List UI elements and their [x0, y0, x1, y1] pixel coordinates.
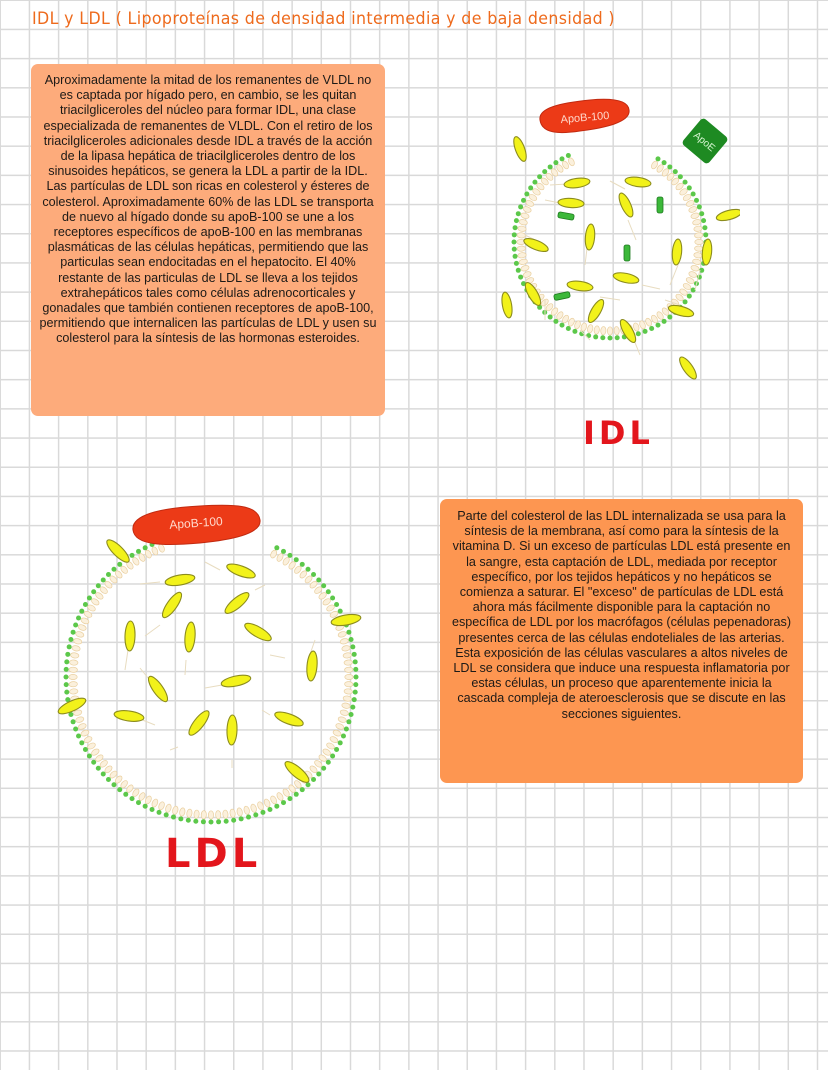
page-title: IDL y LDL ( Lipoproteínas de densidad intermedia y de baja densidad ) [32, 9, 615, 29]
ldl-text-note: Parte del colesterol de las LDL internalizada se usa para la síntesis de la membrana, así como para la síntesis de la vitamina D. Si un exceso de partículas LDL está presente en la sangre, esta captación de LDL, mediada por receptor específico, por los tejidos hepáticos y no hepáticos se comienza a saturar. El "exceso" de partículas de LDL está ahora más fácilmente disponible para la captación no específica de LDL por los macrófagos (células pepenadoras) presentes cerca de las células endoteliales de las arterias. Esta exposición de las células vasculares a altos niveles de LDL se considera que induce una respuesta inflamatoria por estas células, un proceso que aparentemente inicia la cascada compleja de ateroesclerosis que se discute en las secciones siguientes. [440, 499, 803, 783]
ldl-lipoprotein-diagram [50, 495, 380, 835]
ldl-core-lipids [125, 562, 315, 768]
apob100-label: ApoB-100 [560, 109, 610, 127]
idl-apoe-protein [681, 117, 729, 165]
ldl-apob100-protein [133, 505, 260, 544]
ldl-caption: LDL [165, 831, 262, 877]
ldl-membrane [64, 539, 359, 824]
idl-apob100-protein [540, 99, 629, 132]
idl-lipoprotein-diagram [500, 95, 740, 405]
apob100-label: ApoB-100 [168, 514, 224, 532]
idl-caption: IDL [583, 414, 654, 452]
apoe-label: ApoE [691, 130, 717, 155]
idl-cholesterol-esters [500, 135, 740, 381]
idl-text-note: Aproximadamente la mitad de los remanentes de VLDL no es captada por hígado pero, en cambio, se les quitan triacilgliceroles del núcleo para formar IDL, una clase especializada de remanentes de VLDL. Con el retiro de los triacilgliceroles adicionales desde IDL a través de la acción de la lipasa hepática de triacilgliceroles dentro de los sinusoides hepáticos, se genera la LDL a partir de la IDL. Las partículas de LDL son ricas en colesterol y ésteres de colesterol. Aproximadamente 60% de las LDL se transporta de nuevo al hígado donde su apoB-100 se une a los receptores específicos de apoB-100 en las membranas plasmáticas de las células hepáticas, permitiendo que las particulas sean endocitadas en el hepatocito. El 40% restante de las particulas de LDL se lleva a los tejidos extrahepáticos tales como células adrenocorticales y gonadales que también contienen receptores de apoB-100, permitiendo que internalicen las partículas de LDL y usen su colesterol para la síntesis de las hormonas esteroides. [31, 64, 385, 416]
